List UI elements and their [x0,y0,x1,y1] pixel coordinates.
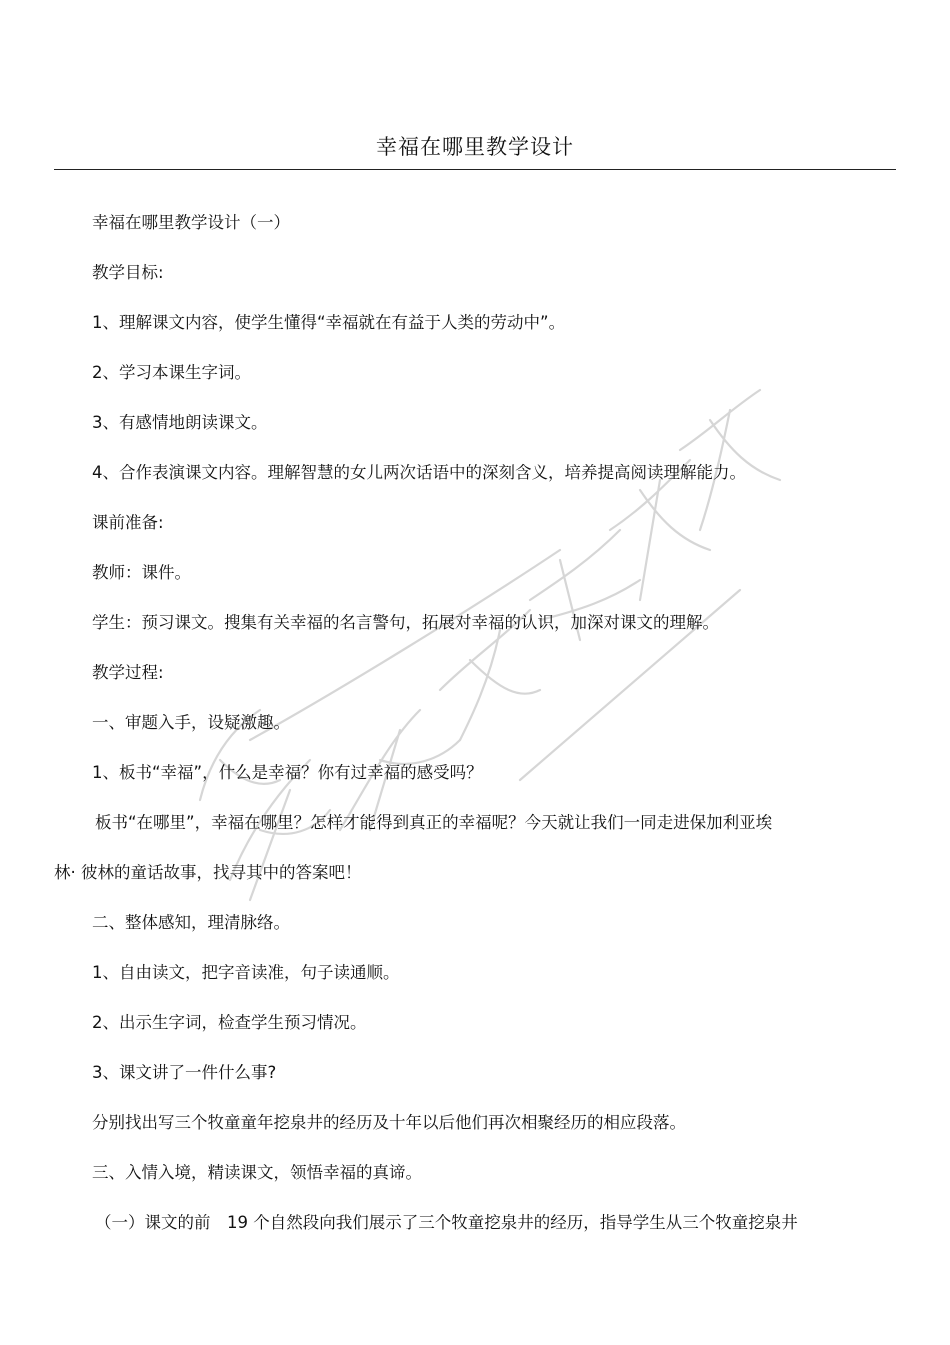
paragraph-line: 1、自由读文，把字音读准，句子读通顺。 [92,963,400,982]
title-divider [54,169,896,170]
section-heading: 课前准备: [92,513,164,532]
paragraph-line: 一、审题入手，设疑激趣。 [92,713,290,732]
watermark-handwriting [140,360,840,920]
paragraph-line: 4、合作表演课文内容。理解智慧的女儿两次话语中的深刻含义，培养提高阅读理解能力。 [92,463,746,482]
paragraph-line: 分别找出写三个牧童童年挖泉井的经历及十年以后他们再次相聚经历的相应段落。 [92,1113,686,1132]
page-title: 幸福在哪里教学设计 [376,135,574,159]
paragraph-line: 2、出示生字词，检查学生预习情况。 [92,1013,367,1032]
paragraph-line: 林· 彼林的童话故事，找寻其中的答案吧！ [54,863,362,882]
paragraph-line: 三、入情入境，精读课文，领悟幸福的真谛。 [92,1163,422,1182]
section-heading: 幸福在哪里教学设计（一） [92,213,290,232]
section-heading: 教学过程: [92,663,164,682]
paragraph-line: （一）课文的前 19 个自然段向我们展示了三个牧童挖泉井的经历，指导学生从三个牧童挖泉井 [95,1213,798,1232]
paragraph-line: 1、板书“幸福”，什么是幸福？你有过幸福的感受吗？ [92,763,483,782]
paragraph-line: 3、有感情地朗读课文。 [92,413,268,432]
paragraph-line: 板书“在哪里”，幸福在哪里？怎样才能得到真正的幸福呢？今天就让我们一同走进保加利亚埃 [95,813,773,832]
paragraph-line: 1、理解课文内容，使学生懂得“幸福就在有益于人类的劳动中”。 [92,313,566,332]
section-heading: 教学目标: [92,263,164,282]
paragraph-line: 3、课文讲了一件什么事? [92,1063,277,1082]
paragraph-line: 教师：课件。 [92,563,191,582]
paragraph-line: 学生：预习课文。搜集有关幸福的名言警句，拓展对幸福的认识，加深对课文的理解。 [92,613,719,632]
paragraph-line: 二、整体感知，理清脉络。 [92,913,290,932]
paragraph-line: 2、学习本课生字词。 [92,363,251,382]
